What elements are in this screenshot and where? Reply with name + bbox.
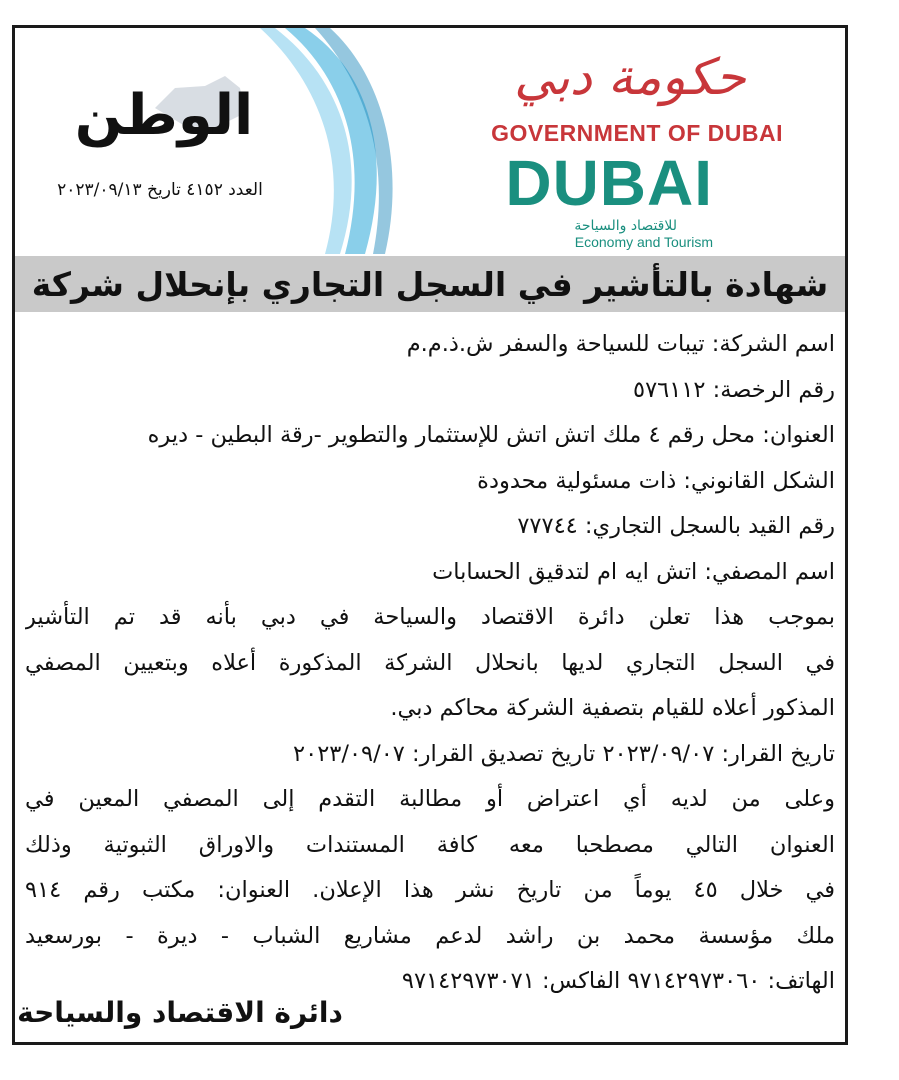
dept-english: Economy and Tourism [574, 234, 713, 250]
contact-line: الهاتف: ٩٧١٤٢٩٧٣٠٦٠ الفاكس: ٩٧١٤٢٩٧٣٠٧١ [401, 968, 835, 994]
title-bar [15, 256, 845, 312]
wave-graphic [245, 28, 405, 254]
announcement-title: شهادة بالتأشير في السجل التجاري بإنحلال شركة [31, 264, 829, 304]
license-line: رقم الرخصة: ٥٧٦١١٢ [632, 376, 835, 403]
dubai-logo: DUBAI [505, 147, 713, 219]
body-line: المذكور أعلاه للقيام بتصفية الشركة محاكم دبي. [390, 695, 835, 721]
announcement-frame [12, 25, 848, 1045]
body-line: بموجب هذا تعلن دائرة الاقتصاد والسياحة في دبي بأنه قد تم التأشير [25, 604, 835, 630]
header [15, 28, 845, 254]
address-line: العنوان: محل رقم ٤ ملك اتش اتش للإستثمار والتطوير -رقة البطين - ديره [147, 422, 835, 448]
liquidator-line: اسم المصفي: اتش ايه ام لتدقيق الحسابات [432, 558, 835, 585]
body-line: العنوان التالي مصطحبا معه كافة المستندات والاوراق الثبوتية وذلك [25, 831, 835, 858]
body-line: في خلال ٤٥ يوماً من تاريخ نشر هذا الإعلان. العنوان: مكتب رقم ٩١٤ [25, 877, 835, 903]
dept-arabic: للاقتصاد والسياحة [574, 218, 677, 234]
issue-info: العدد ٤١٥٢ تاريخ ٢٠٢٣/٠٩/١٣ [57, 180, 263, 200]
newspaper-name: الوطن [74, 83, 254, 148]
company-name-line: اسم الشركة: تيبات للسياحة والسفر ش.ذ.م.م [406, 331, 835, 357]
body-line: وعلى من لديه أي اعتراض أو مطالبة التقدم إلى المصفي المعين في [25, 786, 835, 812]
announcement-body [25, 322, 835, 1005]
gov-arabic-logo: حكومة دبي [514, 48, 746, 106]
legal-form-line: الشكل القانوني: ذات مسئولية محدودة [477, 467, 835, 494]
body-line: ملك مؤسسة محمد بن راشد لدعم مشاريع الشباب - ديرة - بورسعيد [25, 922, 835, 949]
footer [15, 993, 345, 1033]
registry-line: رقم القيد بالسجل التجاري: ٧٧٧٤٤ [517, 513, 835, 539]
gov-english-logo: GOVERNMENT OF DUBAI [491, 120, 783, 146]
footer-department: دائرة الاقتصاد والسياحة [17, 996, 343, 1029]
decision-date-line: تاريخ القرار: ٢٠٢٣/٠٩/٠٧ تاريخ تصديق القرار: ٢٠٢٣/٠٩/٠٧ [293, 740, 835, 767]
body-line: في السجل التجاري لديها بانحلال الشركة المذكورة أعلاه وبتعيين المصفي [25, 649, 835, 676]
